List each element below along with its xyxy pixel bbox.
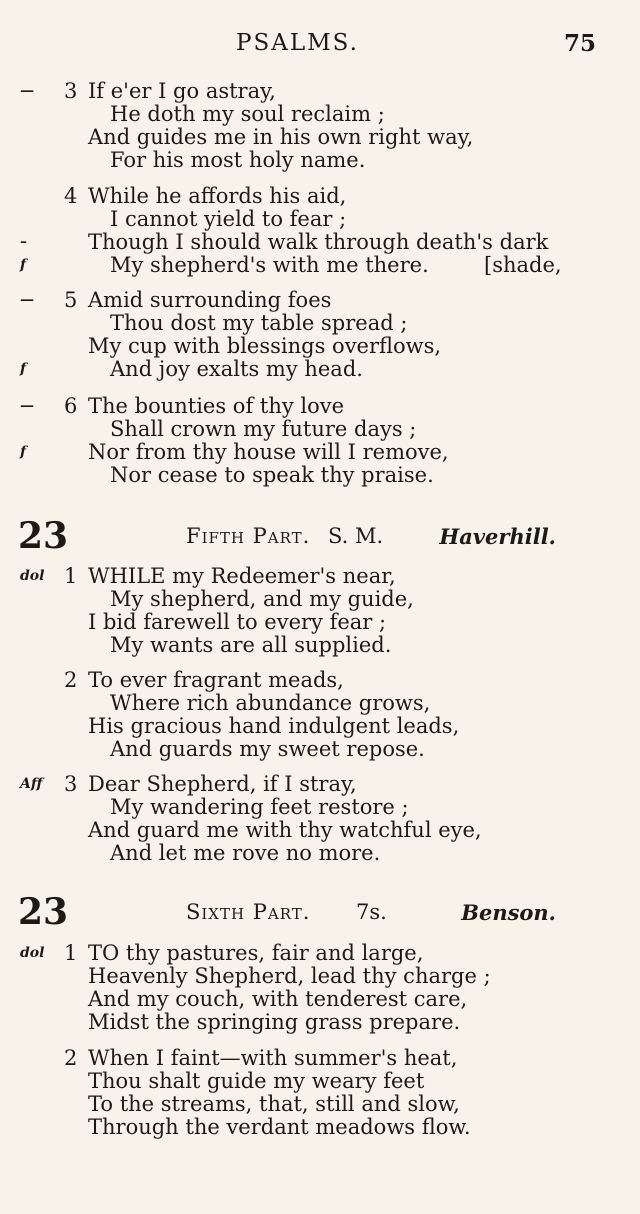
verse-line xyxy=(0,358,640,381)
verse-line xyxy=(0,1116,640,1139)
verse-line xyxy=(0,289,640,312)
verse-text: And guard me with thy watchful eye, xyxy=(88,818,482,842)
tune-name: Benson. xyxy=(461,900,556,925)
hymn-meter: S. M. xyxy=(328,524,384,548)
verse-line xyxy=(0,335,640,358)
stanza-number: 3 xyxy=(64,79,78,103)
verse-line xyxy=(0,208,640,231)
verse-text: And guards my sweet repose. xyxy=(110,737,425,761)
verse-line xyxy=(0,185,640,208)
margin-mark: – xyxy=(20,234,27,250)
verse-line xyxy=(0,715,640,738)
verse-line xyxy=(0,692,640,715)
margin-mark: f xyxy=(20,361,27,377)
page-number: 75 xyxy=(563,30,596,57)
turnover-word: [shade, xyxy=(484,253,562,277)
verse-line xyxy=(0,842,640,865)
hymn-meter: 7s. xyxy=(356,900,387,924)
stanza-number: 4 xyxy=(64,184,78,208)
hymn-part: Fifth Part. xyxy=(186,524,311,548)
verse-line xyxy=(0,988,640,1011)
verse-text: Nor cease to speak thy praise. xyxy=(110,463,434,487)
verse-text: He doth my soul reclaim ; xyxy=(110,102,385,126)
stanza-number: 1 xyxy=(64,941,78,965)
verse-line xyxy=(0,611,640,634)
stanza-number: 1 xyxy=(64,564,78,588)
hymn-heading-fifth-part xyxy=(0,516,640,556)
verse-line xyxy=(0,634,640,657)
verse-line xyxy=(0,773,640,796)
verse-line xyxy=(0,231,640,254)
verse-line xyxy=(0,965,640,988)
stanza-6 xyxy=(0,395,640,487)
stanza-number: 6 xyxy=(64,394,78,418)
verse-text: And let me rove no more. xyxy=(110,841,381,865)
hymn-number: 23 xyxy=(18,891,69,933)
verse-text: Though I should walk through death's dark xyxy=(88,230,549,254)
verse-line xyxy=(0,418,640,441)
verse-text: Nor from thy house will I remove, xyxy=(88,440,449,464)
stanza-number: 2 xyxy=(64,1046,78,1070)
stanza-5 xyxy=(0,289,640,381)
verse-line xyxy=(0,103,640,126)
verse-line xyxy=(0,565,640,588)
verse-text: Dear Shepherd, if I stray, xyxy=(88,772,357,796)
verse-text: His gracious hand indulgent leads, xyxy=(88,714,460,738)
verse-text: When I faint—with summer's heat, xyxy=(88,1046,458,1070)
verse-text: I bid farewell to every fear ; xyxy=(88,610,387,634)
verse-text: I cannot yield to fear ; xyxy=(110,207,347,231)
margin-mark: f xyxy=(20,257,27,273)
verse-text: If e'er I go astray, xyxy=(88,79,276,103)
margin-mark: dol xyxy=(20,945,45,961)
verse-text: Shall crown my future days ; xyxy=(110,417,417,441)
verse-line xyxy=(0,1011,640,1034)
running-head xyxy=(0,30,640,64)
hymn-b-stanza-2 xyxy=(0,1047,640,1139)
verse-text: And my couch, with tenderest care, xyxy=(88,987,468,1011)
stanza-4 xyxy=(0,185,640,277)
verse-text: Where rich abundance grows, xyxy=(110,691,431,715)
verse-line xyxy=(0,149,640,172)
stanza-number: 2 xyxy=(64,668,78,692)
stanza-number: 5 xyxy=(64,288,78,312)
verse-text: To ever fragrant meads, xyxy=(88,668,344,692)
verse-text: And joy exalts my head. xyxy=(110,357,363,381)
verse-text: And guides me in his own right way, xyxy=(88,125,474,149)
verse-line xyxy=(0,942,640,965)
verse-line xyxy=(0,312,640,335)
verse-line xyxy=(0,464,640,487)
verse-line xyxy=(0,819,640,842)
verse-text: Thou shalt guide my weary feet xyxy=(88,1069,425,1093)
hymn-a-stanza-2 xyxy=(0,669,640,761)
hymn-a-stanza-3 xyxy=(0,773,640,865)
verse-text: Heavenly Shepherd, lead thy charge ; xyxy=(88,964,491,988)
verse-text: My wants are all supplied. xyxy=(110,633,392,657)
verse-text: My shepherd's with me there. xyxy=(110,253,429,277)
verse-line xyxy=(0,669,640,692)
verse-line xyxy=(0,1070,640,1093)
verse-text: My shepherd, and my guide, xyxy=(110,587,414,611)
margin-mark: dol xyxy=(20,568,45,584)
margin-mark: f xyxy=(20,444,27,460)
stanza-3 xyxy=(0,80,640,172)
margin-mark: — xyxy=(20,398,34,414)
hymn-a-stanza-1 xyxy=(0,565,640,657)
hymn-heading-sixth-part xyxy=(0,892,640,932)
verse-line xyxy=(0,395,640,418)
tune-name: Haverhill. xyxy=(439,524,556,549)
verse-line xyxy=(0,1047,640,1070)
verse-line xyxy=(0,738,640,761)
verse-text: Midst the springing grass prepare. xyxy=(88,1010,461,1034)
verse-line xyxy=(0,254,640,277)
verse-text: WHILE my Redeemer's near, xyxy=(88,564,396,588)
margin-mark: — xyxy=(20,292,34,308)
verse-line xyxy=(0,126,640,149)
verse-text: TO thy pastures, fair and large, xyxy=(88,941,424,965)
verse-text: Through the verdant meadows flow. xyxy=(88,1115,471,1139)
verse-line xyxy=(0,588,640,611)
verse-line xyxy=(0,1093,640,1116)
verse-text: To the streams, that, still and slow, xyxy=(88,1092,460,1116)
hymn-number: 23 xyxy=(18,515,69,557)
verse-line xyxy=(0,441,640,464)
running-title: PSALMS. xyxy=(236,30,359,56)
hymn-part: Sixth Part. xyxy=(186,900,311,924)
stanza-number: 3 xyxy=(64,772,78,796)
hymn-b-stanza-1 xyxy=(0,942,640,1034)
verse-line xyxy=(0,80,640,103)
verse-text: The bounties of thy love xyxy=(88,394,345,418)
verse-text: For his most holy name. xyxy=(110,148,366,172)
verse-line xyxy=(0,796,640,819)
verse-text: Amid surrounding foes xyxy=(88,288,332,312)
margin-mark: Aff xyxy=(20,776,43,792)
verse-text: While he affords his aid, xyxy=(88,184,347,208)
verse-text: My wandering feet restore ; xyxy=(110,795,409,819)
verse-text: Thou dost my table spread ; xyxy=(110,311,408,335)
verse-text: My cup with blessings overflows, xyxy=(88,334,442,358)
margin-mark: — xyxy=(20,83,34,99)
